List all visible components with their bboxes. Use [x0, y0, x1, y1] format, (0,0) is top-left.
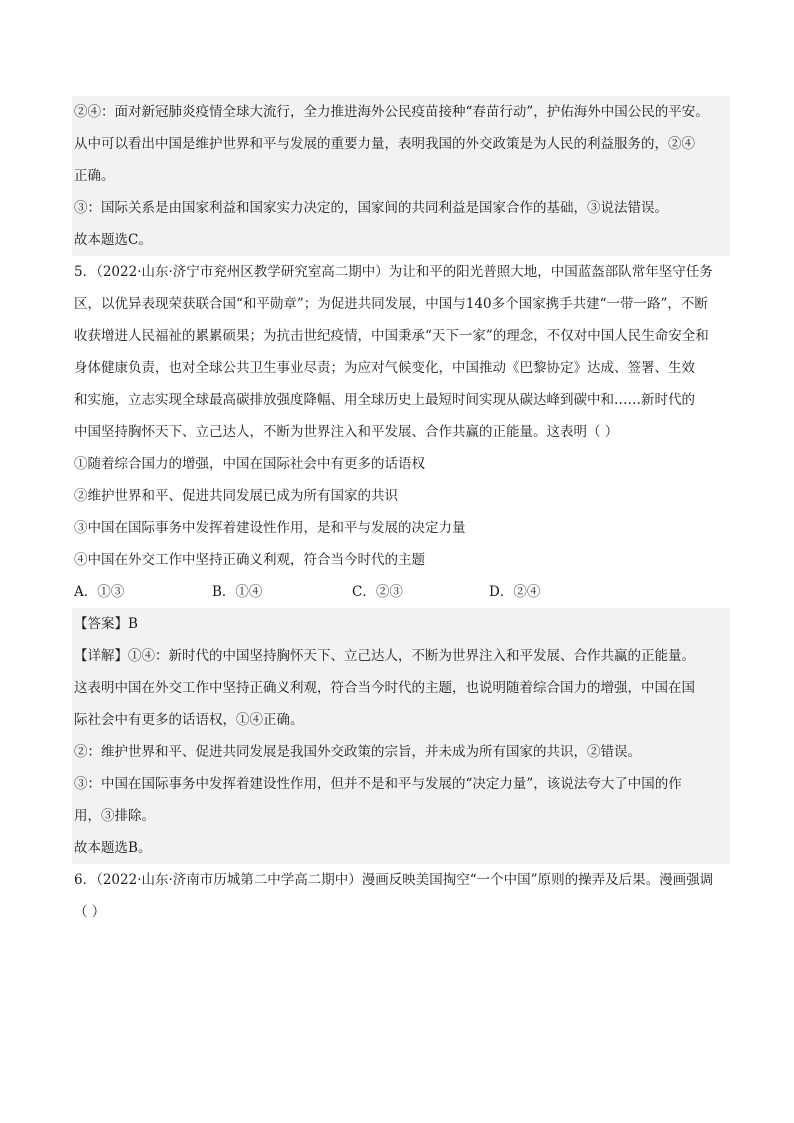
option-a: A．①③	[74, 584, 125, 600]
question-6	[72, 864, 730, 928]
explanation-conclusion: 故本题选B。	[74, 840, 152, 856]
question-stem-line: （ ）	[74, 904, 106, 920]
explanation-line: 际社会中有更多的话语权，①④正确。	[74, 712, 304, 728]
question-stem-line: 中国坚持胸怀天下、立己达人，不断为世界注入和平发展、合作共赢的正能量。这表明（ ）	[74, 424, 619, 440]
answer-conclusion: 故本题选C。	[74, 232, 152, 248]
question-stem-line: 和实施，立志实现全球最高碳排放强度降幅、用全球历史上最短时间实现从碳达峰到碳中和……新时代的	[74, 392, 695, 408]
explanation-line: ②：维护世界和平、促进共同发展是我国外交政策的宗旨，并未成为所有国家的共识，②错误。	[74, 744, 641, 760]
previous-answer-block	[72, 96, 730, 256]
answer-explanation-block	[72, 608, 730, 864]
explanation-line: 用，③排除。	[74, 808, 155, 824]
answer-text-line: 正确。	[74, 168, 115, 184]
question-stem-line: 5．（2022·山东·济宁市兖州区教学研究室高二期中）为让和平的阳光普照大地，中国蓝盔部队常年坚守任务	[74, 264, 713, 280]
question-stem-line: 身体健康负责，也对全球公共卫生事业尽责；为应对气候变化，中国推动《巴黎协定》达成、签署、生效	[74, 360, 695, 376]
answer-options	[72, 576, 730, 608]
option-d: D．②④	[489, 584, 541, 600]
option-c: C．②③	[352, 584, 403, 600]
option-b: B．①④	[212, 584, 263, 600]
statement-2: ②维护世界和平、促进共同发展已成为所有国家的共识	[74, 488, 398, 504]
answer-text-line: 从中可以看出中国是维护世界和平与发展的重要力量，表明我国的外交政策是为人民的利益服务的，②④	[74, 136, 695, 152]
statement-3: ③中国在国际事务中发挥着建设性作用，是和平与发展的决定力量	[74, 520, 466, 536]
answer-key: 【答案】B	[74, 616, 138, 632]
statement-1: ①随着综合国力的增强，中国在国际社会中有更多的话语权	[74, 456, 425, 472]
explanation-line: 【详解】①④：新时代的中国坚持胸怀天下、立己达人，不断为世界注入和平发展、合作共赢的正能量。	[74, 648, 695, 664]
question-stem-line: 收获增进人民福祉的累累硕果；为抗击世纪疫情，中国秉承“天下一家”的理念，不仅对中国人民生命安全和	[74, 328, 709, 344]
answer-text-line: ②④：面对新冠肺炎疫情全球大流行，全力推进海外公民疫苗接种“春苗行动”，护佑海外中国公民的平安。	[74, 104, 709, 120]
explanation-line: ③：中国在国际事务中发挥着建设性作用，但并不是和平与发展的“决定力量”，该说法夸大了中国的作	[74, 776, 682, 792]
statement-4: ④中国在外交工作中坚持正确义利观，符合当今时代的主题	[74, 552, 425, 568]
explanation-line: 这表明中国在外交工作中坚持正确义利观，符合当今时代的主题，也说明随着综合国力的增强，中国在国	[74, 680, 695, 696]
question-stem-line: 区，以优异表现荣获联合国“和平勋章”；为促进共同发展，中国与140多个国家携手共建“一带一路”，不断	[74, 296, 708, 312]
answer-text-line: ③：国际关系是由国家利益和国家实力决定的，国家间的共同利益是国家合作的基础，③说法错误。	[74, 200, 668, 216]
document-page	[72, 96, 730, 928]
question-stem-line: 6．（2022·山东·济南市历城第二中学高二期中）漫画反映美国掏空“一个中国”原则的操弄及后果。漫画强调	[74, 872, 714, 888]
question-5	[72, 256, 730, 864]
